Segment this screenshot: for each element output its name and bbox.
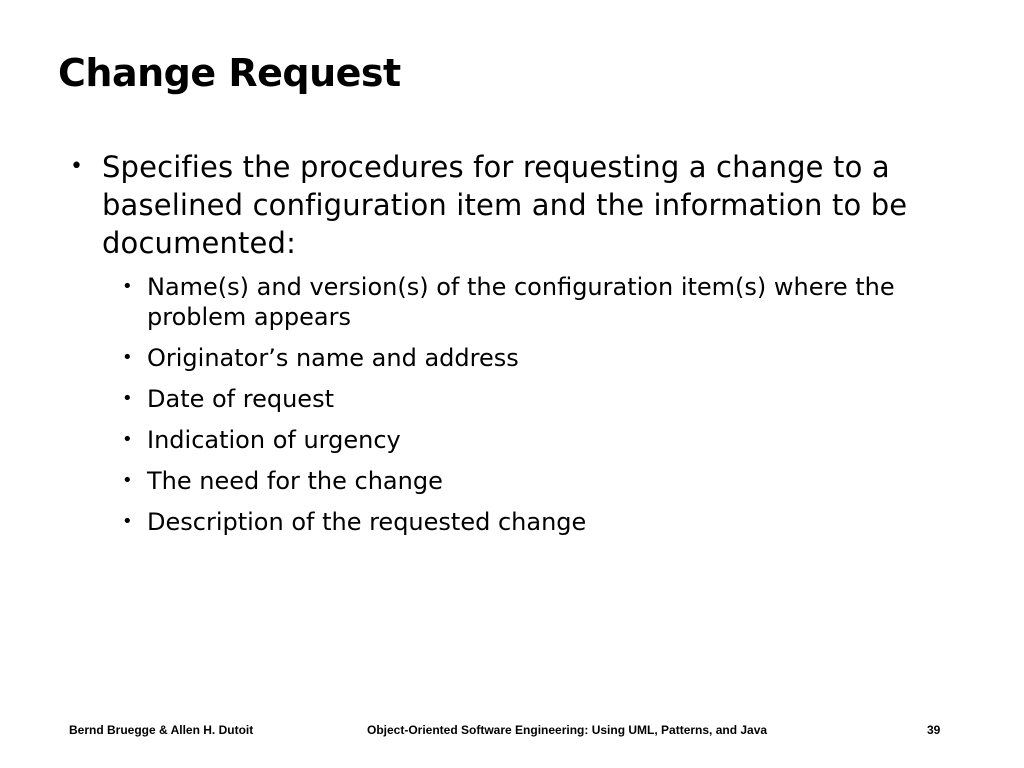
sub-bullet-item (122, 507, 970, 537)
sub-bullet-item (122, 425, 970, 455)
sub-bullet-item (122, 272, 970, 332)
bullet-icon: • (122, 276, 133, 297)
bullet-icon: • (122, 429, 133, 450)
bullet-icon: • (70, 154, 83, 179)
sub-bullet-text: Name(s) and version(s) of the configuration item(s) where the problem appears (147, 273, 895, 331)
sub-bullet-text: Description of the requested change (147, 508, 587, 536)
slide-body (70, 148, 970, 548)
bullet-icon: • (122, 347, 133, 368)
slide-title: Change Request (58, 51, 401, 95)
bullet-item (70, 148, 970, 262)
bullet-icon: • (122, 511, 133, 532)
bullet-text: Specifies the procedures for requesting a change to a baselined configuration item and the information to be documented: (102, 150, 908, 260)
sub-bullet-item (122, 466, 970, 496)
sub-bullet-text: Indication of urgency (147, 426, 401, 454)
sub-bullet-text: The need for the change (147, 467, 443, 495)
bullet-icon: • (122, 470, 133, 491)
sub-bullet-list (70, 272, 970, 537)
footer-authors: Bernd Bruegge & Allen H. Dutoit (69, 723, 254, 737)
sub-bullet-text: Originator’s name and address (147, 344, 519, 372)
sub-bullet-text: Date of request (147, 385, 334, 413)
bullet-icon: • (122, 388, 133, 409)
footer-page-number: 39 (927, 723, 941, 737)
footer-book-title: Object-Oriented Software Engineering: Using UML, Patterns, and Java (367, 723, 768, 737)
sub-bullet-item (122, 384, 970, 414)
sub-bullet-item (122, 343, 970, 373)
